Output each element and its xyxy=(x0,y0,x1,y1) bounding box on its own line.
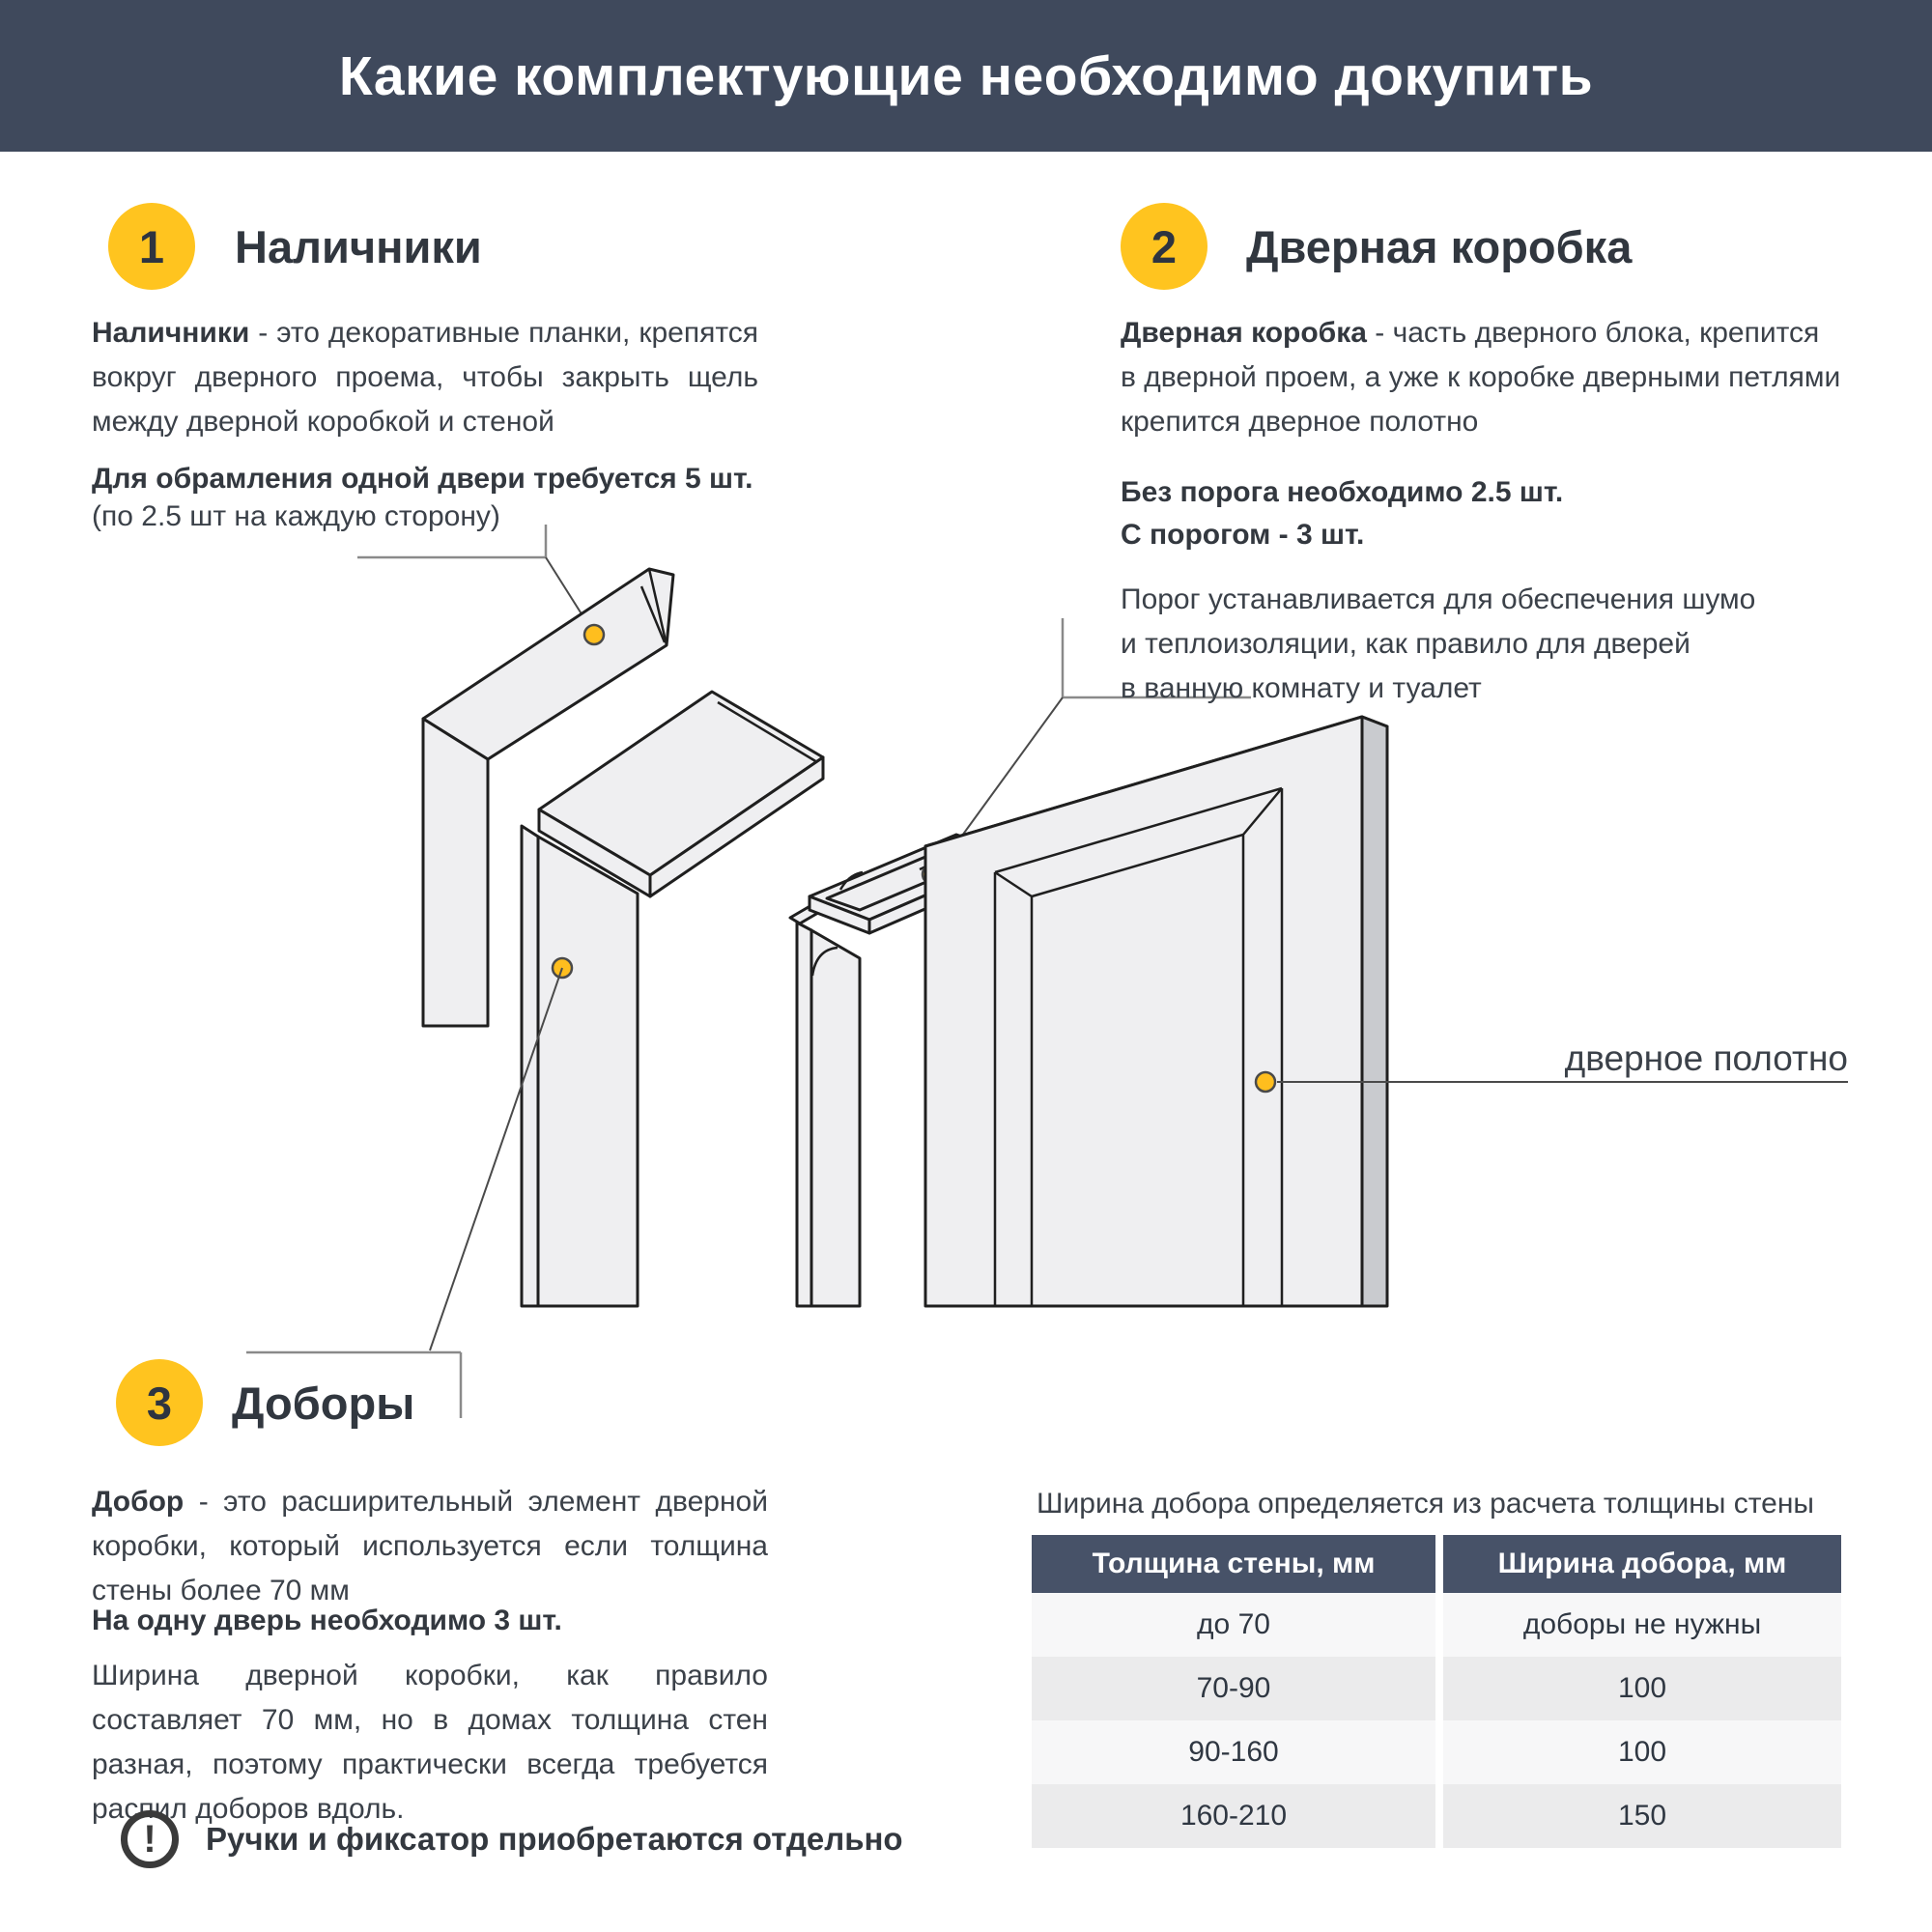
section-2-number: 2 xyxy=(1121,203,1208,290)
casing-leader-line xyxy=(357,525,592,631)
table-cell: до 70 xyxy=(1032,1593,1435,1657)
table-row xyxy=(1032,1657,1841,1720)
table-caption: Ширина добора определяется из расчета толщины стены xyxy=(1037,1488,1814,1520)
section-2-title: Дверная коробка xyxy=(1246,221,1633,272)
table-cell: 70-90 xyxy=(1032,1657,1435,1720)
door-panel-illustration xyxy=(925,717,1387,1306)
table-cell: 90-160 xyxy=(1032,1720,1435,1784)
table-cell: доборы не нужны xyxy=(1443,1593,1841,1657)
table-cell: 100 xyxy=(1443,1657,1841,1720)
threshold-note-line2: и теплоизоляции, как правило для дверей xyxy=(1121,628,1690,660)
section-1-description xyxy=(92,311,758,444)
section-2-description-line2: в дверной проем, а уже к коробке дверными петлями xyxy=(1121,361,1841,393)
section-2-description-line1: - часть дверного блока, крепится xyxy=(1366,317,1820,349)
table-cell: 100 xyxy=(1443,1720,1841,1784)
page-title: Какие комплектующие необходимо докупить xyxy=(338,44,1594,107)
threshold-note-line3: в ванную комнату и туалет xyxy=(1121,672,1482,704)
section-3-description-2: Ширина дверной коробки, как правило составляет 70 мм, но в домах толщина стен разная, поэтому практически всегда требуется распил доборов вдоль. xyxy=(92,1660,768,1825)
section-2-badge xyxy=(1121,203,1208,290)
section-1-requirement-note: (по 2.5 шт на каждую сторону) xyxy=(92,500,500,532)
section-2-description xyxy=(1121,311,1874,444)
section-1-description-rest: - это декоративные планки, крепятся вокруг дверного проема, чтобы закрыть щель между дверной коробкой и стеной xyxy=(92,317,758,438)
table-row xyxy=(1032,1720,1841,1784)
section-3-description xyxy=(92,1480,768,1613)
warning-text: Ручки и фиксатор приобретаются отдельно xyxy=(206,1821,903,1857)
section-1-number: 1 xyxy=(108,203,195,290)
door-panel-marker-dot xyxy=(1256,1072,1275,1092)
table-cell: 160-210 xyxy=(1032,1784,1435,1848)
exclamation-circle-icon: ! xyxy=(121,1810,179,1868)
section-2-requirement-1: Без порога необходимо 2.5 шт. xyxy=(1121,476,1564,508)
section-2-requirement-2: С порогом - 3 шт. xyxy=(1121,519,1365,551)
table-cell: 150 xyxy=(1443,1784,1841,1848)
section-3-description-rest: - это расширительный элемент дверной коробки, который используется если толщина стены более 70 мм xyxy=(92,1486,768,1606)
warning-row xyxy=(121,1810,903,1868)
table-body xyxy=(1032,1593,1841,1848)
table-row xyxy=(1032,1784,1841,1848)
extension-width-table xyxy=(1032,1535,1841,1848)
section-1-title: Наличники xyxy=(235,221,482,272)
section-2-description-line3: крепится дверное полотно xyxy=(1121,406,1479,438)
section-3-requirement: На одну дверь необходимо 3 шт. xyxy=(92,1605,562,1636)
table-header-row xyxy=(1032,1535,1841,1593)
frame-right-jamb-illustration xyxy=(790,904,860,1306)
threshold-note-line1: Порог устанавливается для обеспечения шумо xyxy=(1121,583,1756,615)
section-3-badge xyxy=(116,1359,203,1446)
section-2-term: Дверная коробка xyxy=(1121,317,1367,349)
section-3-number: 3 xyxy=(116,1359,203,1446)
casing-marker-dot xyxy=(584,625,604,644)
table-header-wall-thickness: Толщина стены, мм xyxy=(1032,1535,1435,1593)
section-3-term: Добор xyxy=(92,1486,185,1518)
section-2-threshold-note xyxy=(1121,578,1755,711)
section-3-title: Доборы xyxy=(232,1378,415,1429)
table-row xyxy=(1032,1593,1841,1657)
table-header-extension-width: Ширина добора, мм xyxy=(1443,1535,1841,1593)
frame-jamb-illustration xyxy=(522,826,638,1306)
section-1-term: Наличники xyxy=(92,317,250,349)
door-panel-label-text: дверное полотно xyxy=(1564,1038,1848,1078)
extension-leader-line xyxy=(246,968,562,1418)
section-1-badge xyxy=(108,203,195,290)
section-1-requirement: Для обрамления одной двери требуется 5 шт. xyxy=(92,463,753,495)
